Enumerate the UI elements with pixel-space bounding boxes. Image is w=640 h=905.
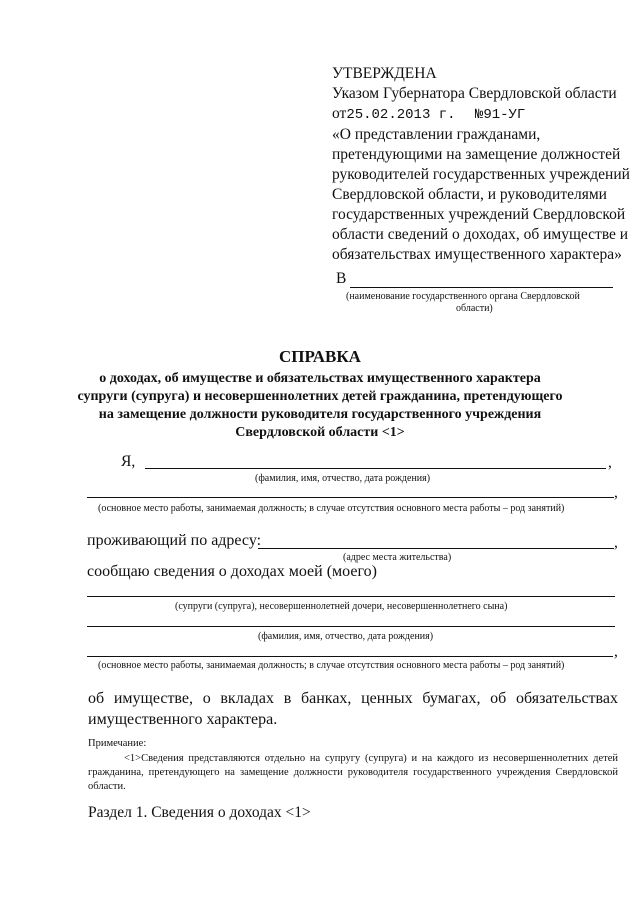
- report-text: сообщаю сведения о доходах моей (моего): [87, 563, 377, 580]
- authority-prefix: В: [336, 270, 347, 287]
- work-hint: (основное место работы, занимаемая должность; в случае отсутствия основного места работы – род занятий): [98, 503, 565, 514]
- title-line: супруги (супруга) и несовершеннолетних детей гражданина, претендующего: [77, 389, 563, 404]
- relative-work-hint: (основное место работы, занимаемая должность; в случае отсутствия основного места работы – род занятий): [98, 660, 565, 671]
- address-label: проживающий по адресу:: [87, 532, 262, 549]
- title-line: о доходах, об имуществе и обязательствах имущественного характера: [99, 371, 541, 386]
- i-label: Я,: [121, 453, 136, 470]
- approval-block: [332, 64, 630, 265]
- address-hint: (адрес места жительства): [343, 552, 452, 563]
- approval-line: обязательствах имущественного характера»: [332, 246, 622, 263]
- relative-fio-field[interactable]: [87, 626, 615, 627]
- address-field[interactable]: [258, 548, 614, 549]
- authority-hint: (наименование государственного органа Свердловской: [346, 291, 580, 302]
- relative-fio-hint: (фамилия, имя, отчество, дата рождения): [258, 631, 434, 642]
- title-line: на замещение должности руководителя государственного учреждения: [98, 407, 542, 422]
- comma: ,: [608, 454, 612, 471]
- approval-line: области сведений о доходах, об имуществе и: [332, 226, 629, 243]
- relative-work-field[interactable]: [87, 656, 613, 657]
- comma: ,: [614, 534, 618, 551]
- relative-hint: (супруги (супруга), несовершеннолетней дочери, несовершеннолетнего сына): [175, 601, 508, 612]
- comma: ,: [614, 643, 618, 660]
- approval-line: государственных учреждений Свердловской: [332, 206, 626, 223]
- relative-field[interactable]: [87, 596, 615, 597]
- date-prefix: от: [332, 105, 347, 122]
- approval-number: №91-УГ: [474, 107, 526, 123]
- authority-field[interactable]: [350, 287, 613, 288]
- authority-hint-2: области): [456, 303, 493, 314]
- approval-line: «О представлении гражданами,: [332, 126, 541, 143]
- comma: ,: [614, 484, 618, 501]
- note-text: <1>Сведения представляются отдельно на супругу (супруга) и на каждого из несовершеннолетних детей гражданина, претендующего на замещение должности руководителя государственного учреждения Свердловской области.: [88, 753, 618, 792]
- approval-decree: Указом Губернатора Свердловской области: [332, 85, 617, 102]
- approval-line: Свердловской области, и руководителями: [332, 186, 607, 203]
- approval-line: претендующими на замещение должностей: [332, 146, 621, 163]
- note-label: Примечание:: [88, 738, 147, 749]
- approval-line: руководителей государственных учреждений: [332, 166, 630, 183]
- fio-hint: (фамилия, имя, отчество, дата рождения): [255, 473, 431, 484]
- property-text: об имуществе, о вкладах в банках, ценных бумагах, об обязательствах имущественного характера.: [88, 690, 618, 728]
- approval-date: 25.02.2013 г.: [346, 107, 456, 123]
- approval-date-line: [332, 104, 622, 125]
- approval-heading: УТВЕРЖДЕНА: [332, 65, 437, 82]
- work-field[interactable]: [87, 497, 614, 498]
- title-line: Свердловской области <1>: [235, 425, 405, 440]
- document-title: СПРАВКА: [279, 347, 361, 366]
- section-heading: Раздел 1. Сведения о доходах <1>: [88, 804, 311, 821]
- fio-field[interactable]: [145, 468, 606, 469]
